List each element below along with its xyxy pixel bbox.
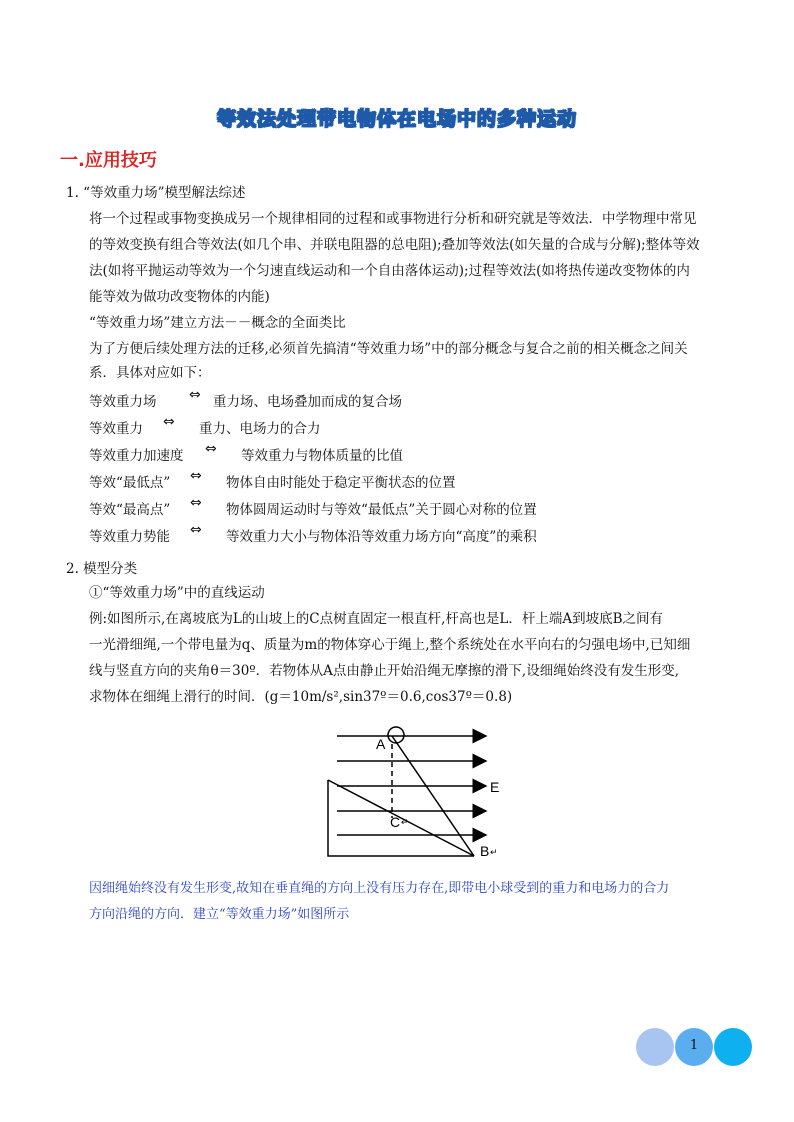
label-C: C [390, 814, 401, 830]
example-line: 线与竖直方向的夹角θ＝30º．若物体从A点由静止开始沿绳无摩擦的滑下,设细绳始终没有发生形变, [89, 663, 679, 679]
pair-left: 等效“最低点” [89, 475, 171, 491]
pair-right: 重力、电场力的合力 [199, 421, 321, 437]
label-B: B [480, 843, 490, 859]
item1-para1-line: 将一个过程或事物变换成另一个规律相同的过程和或事物进行分析和研究就是等效法．中学物理中常见 [89, 211, 697, 227]
item1-para1-line: 的等效变换有组合等效法(如几个串、并联电阻器的总电阻);叠加等效法(如矢量的合成与分解);整体等效 [89, 237, 700, 253]
double-arrow-icon: ⇔ [163, 414, 175, 430]
example-line: 求物体在细绳上滑行的时间．(g＝10m/s²,sin37º＝0.6,cos37º＝0.8) [89, 689, 513, 705]
item1-heading: 1. “等效重力场”模型解法综述 [66, 185, 246, 201]
pair-left: 等效重力场 [89, 394, 157, 410]
pair-right: 物体圆周运动时与等效“最低点”关于圆心对称的位置 [226, 502, 537, 518]
section-heading: 一.应用技巧 [60, 150, 157, 171]
item1-para1-line: 能等效为做功改变物体的内能) [89, 289, 270, 305]
return-mark: ↵ [401, 817, 409, 827]
example-line: 例:如图所示,在离坡底为L的山坡上的C点树直固定一根直杆,杆高也是L．杆上端A到坡底B之间有 [89, 611, 664, 627]
pair-right: 等效重力大小与物体沿等效重力场方向“高度”的乘积 [226, 529, 537, 545]
item2-subheading: ①“等效重力场”中的直线运动 [89, 585, 265, 601]
badge-circle [636, 1028, 674, 1066]
double-arrow-icon: ⇔ [190, 495, 202, 511]
double-arrow-icon: ⇔ [189, 387, 201, 403]
item1-para3-line: 为了方便后续处理方法的迁移,必须首先搞清“等效重力场”中的部分概念与复合之前的相关概念之间关 [89, 341, 688, 357]
item2-heading: 2. 模型分类 [66, 561, 138, 577]
pair-left: 等效重力加速度 [89, 448, 184, 464]
pair-left: 等效“最高点” [89, 502, 171, 518]
label-A: A [376, 736, 386, 752]
item1-para1-line: 法(如将平抛运动等效为一个匀速直线运动和一个自由落体运动);过程等效法(如将热传递改变物体的内 [89, 263, 690, 279]
page-number: 1 [689, 1038, 699, 1053]
item1-para2: “等效重力场”建立方法－－概念的全面类比 [89, 315, 346, 331]
return-mark: ↵ [490, 847, 498, 857]
double-arrow-icon: ⇔ [190, 468, 202, 484]
double-arrow-icon: ⇔ [190, 522, 202, 538]
double-arrow-icon: ⇔ [205, 441, 217, 457]
rope-line [392, 736, 474, 856]
page-number-badge [636, 1028, 752, 1066]
label-E: E [490, 779, 500, 795]
pair-left: 等效重力 [89, 421, 143, 437]
pair-right: 重力场、电场叠加而成的复合场 [213, 394, 402, 410]
example-line: 一光滑细绳,一个带电量为q、质量为m的物体穿心于绳上,整个系统处在水平向右的匀强电场中,已知细 [89, 637, 691, 653]
pair-left: 等效重力势能 [89, 529, 170, 545]
pair-right: 等效重力与物体质量的比值 [241, 448, 403, 464]
badge-circle [714, 1028, 752, 1066]
solution-line: 方向沿绳的方向．建立“等效重力场”如图所示 [89, 907, 350, 922]
physics-diagram [320, 722, 520, 862]
pair-right: 物体自由时能处于稳定平衡状态的位置 [226, 475, 456, 491]
solution-line: 因细绳始终没有发生形变,故知在垂直绳的方向上没有压力存在,即带电小球受到的重力和电场力的合力 [89, 881, 670, 896]
item1-para3-line: 系．具体对应如下： [89, 365, 211, 381]
page-title: 等效法处理带电物体在电场中的多种运动 [216, 108, 577, 130]
